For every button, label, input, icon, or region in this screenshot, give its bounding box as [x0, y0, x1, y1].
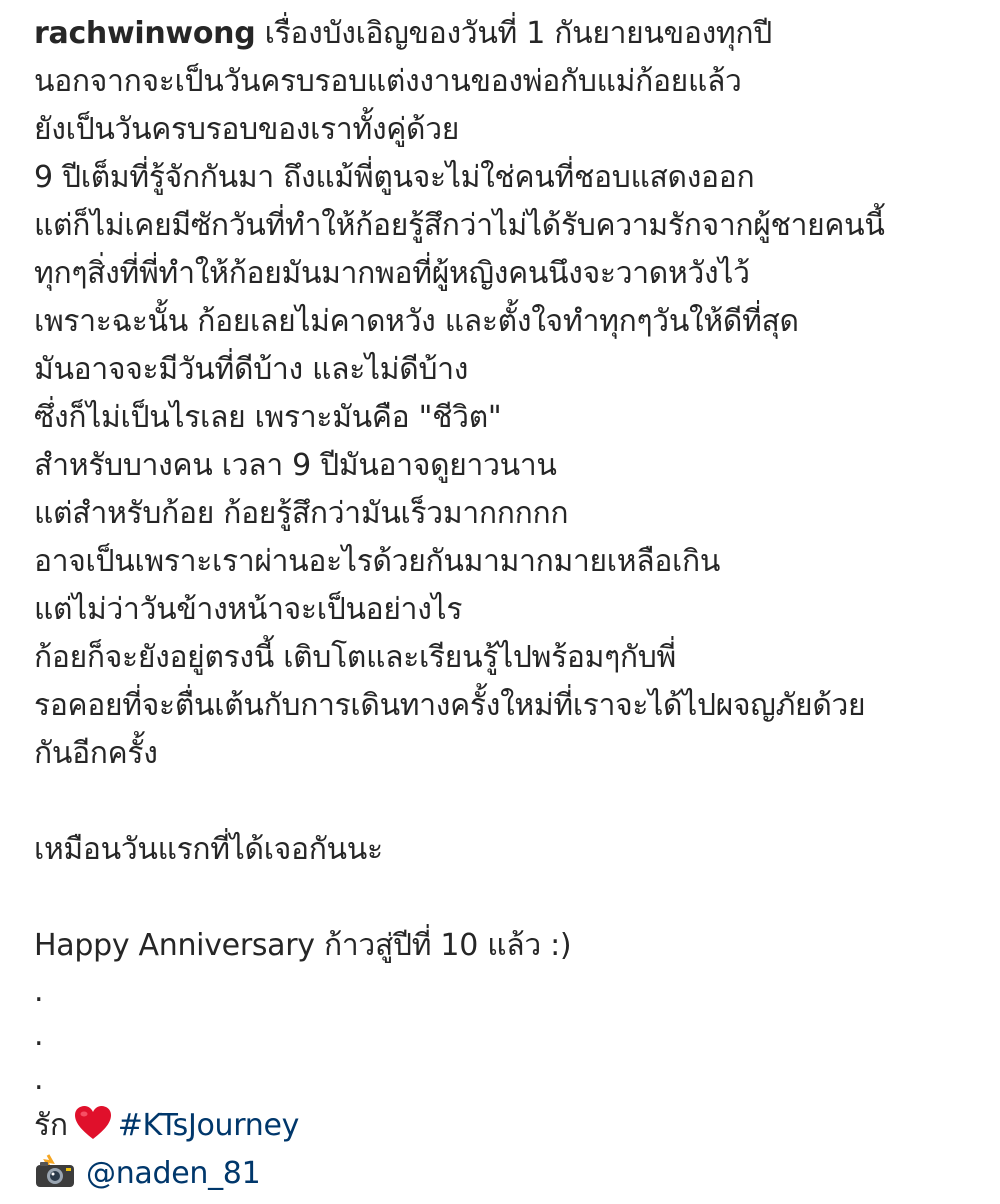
caption-line-1: [34, 10, 984, 58]
caption-line-2: นอกจากจะเป็นวันครบรอบแต่งงานของพ่อกับแม่ก้อยแล้ว: [34, 64, 742, 99]
caption-line-3: ยังเป็นวันครบรอบของเราทั้งคู่ด้วย: [34, 112, 460, 147]
caption-line-16: กันอีกครั้ง: [34, 736, 158, 771]
caption-line-12: อาจเป็นเพราะเราผ่านอะไรด้วยกันมามากมายเหลือเกิน: [34, 544, 721, 579]
caption-line-13: แต่ไม่ว่าวันข้างหน้าจะเป็นอย่างไร: [34, 592, 463, 627]
caption-line-15: รอคอยที่จะตื่นเต้นกับการเดินทางครั้งใหม่ที่เราจะได้ไปผจญภัยด้วย: [34, 688, 866, 723]
dot-line: .: [34, 1062, 44, 1097]
camera-with-flash-icon: [34, 1153, 76, 1189]
hashtag-line: [34, 1102, 984, 1150]
caption-line-5: แต่ก็ไม่เคยมีซักวันที่ทำให้ก้อยรู้สึกว่าไม่ได้รับความรักจากผู้ชายคนนี้: [34, 208, 885, 243]
love-text: รัก: [34, 1108, 68, 1143]
hashtag-link[interactable]: #KTsJourney: [117, 1108, 300, 1143]
mention-line: [34, 1150, 984, 1198]
mention-link[interactable]: @naden_81: [86, 1156, 261, 1191]
caption-line-9: ซึ่งก็ไม่เป็นไรเลย เพราะมันคือ "ชีวิต": [34, 400, 502, 435]
post-caption: [34, 10, 984, 1198]
blank-line: [34, 778, 984, 826]
closing-line: เหมือนวันแรกที่ได้เจอกันนะ: [34, 832, 383, 867]
dot-line: .: [34, 1018, 44, 1053]
caption-line-14: ก้อยก็จะยังอยู่ตรงนี้ เติบโตและเรียนรู้ไปพร้อมๆกับพี่: [34, 640, 677, 675]
caption-line-11: แต่สำหรับก้อย ก้อยรู้สึกว่ามันเร็วมากกกกก: [34, 496, 569, 531]
blank-line: [34, 874, 984, 922]
dot-line: .: [34, 974, 44, 1009]
caption-line-7: เพราะฉะนั้น ก้อยเลยไม่คาดหวัง และตั้งใจทำทุกๆวันให้ดีที่สุด: [34, 304, 799, 339]
caption-line-10: สำหรับบางคน เวลา 9 ปีมันอาจดูยาวนาน: [34, 448, 557, 483]
red-heart-icon: [74, 1105, 112, 1141]
caption-line-8: มันอาจจะมีวันที่ดีบ้าง และไม่ดีบ้าง: [34, 352, 469, 387]
anniversary-line: Happy Anniversary ก้าวสู่ปีที่ 10 แล้ว :): [34, 928, 572, 963]
caption-line-4: 9 ปีเต็มที่รู้จักกันมา ถึงแม้พี่ตูนจะไม่ใช่คนที่ชอบแสดงออก: [34, 160, 755, 195]
username-link[interactable]: rachwinwong: [34, 16, 256, 51]
caption-line-6: ทุกๆสิ่งที่พี่ทำให้ก้อยมันมากพอที่ผู้หญิงคนนึงจะวาดหวังไว้: [34, 256, 750, 291]
caption-text: เรื่องบังเอิญของวันที่ 1 กันยายนของทุกปี: [264, 16, 773, 51]
